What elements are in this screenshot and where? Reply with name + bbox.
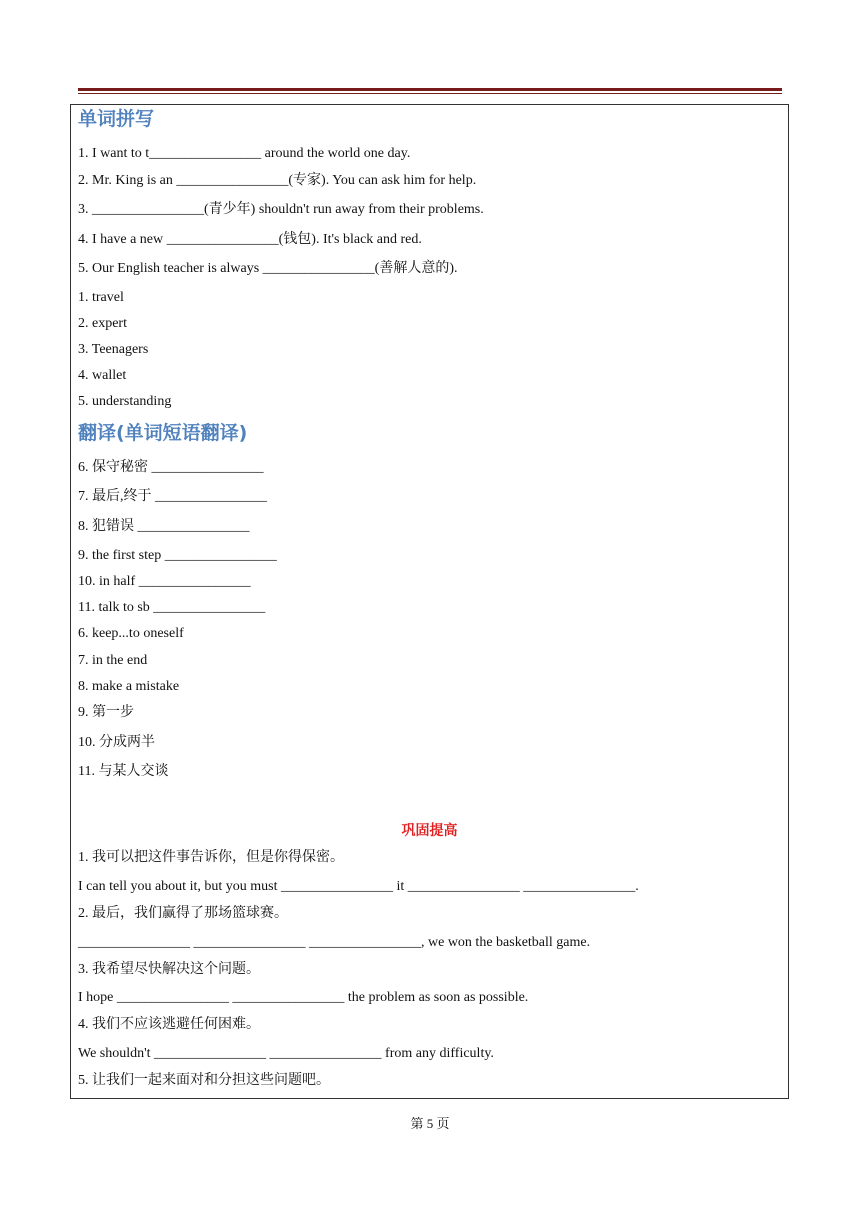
- consolidate-prompt-2: 2. 最后，我们赢得了那场篮球赛。: [78, 906, 288, 921]
- spelling-question-2: 2. Mr. King is an ________________(专家). You can ask him for help.: [78, 173, 477, 188]
- page-number: 第 5 页: [410, 1116, 450, 1131]
- spelling-answer-1: 1. travel: [78, 290, 124, 305]
- translation-answer-9: 9. 第一步: [78, 705, 134, 720]
- translation-question-6: 6. 保守秘密 ________________: [78, 460, 264, 475]
- translation-answer-6: 6. keep...to oneself: [78, 626, 184, 641]
- heading-spelling: 单词拼写: [78, 108, 155, 130]
- spelling-question-3: 3. ________________(青少年) shouldn't run away from their problems.: [78, 202, 484, 217]
- consolidate-sentence-3: I hope ________________ ________________ the problem as soon as possible.: [78, 990, 529, 1005]
- spelling-answer-5: 5. understanding: [78, 394, 172, 409]
- consolidate-prompt-5: 5. 让我们一起来面对和分担这些问题吧。: [78, 1073, 330, 1088]
- translation-answer-11: 11. 与某人交谈: [78, 764, 169, 779]
- spelling-answer-2: 2. expert: [78, 316, 127, 331]
- spelling-question-1: 1. I want to t________________ around the world one day.: [78, 146, 411, 161]
- header-rule-thin: [78, 93, 782, 94]
- translation-answer-8: 8. make a mistake: [78, 679, 180, 694]
- spelling-question-4: 4. I have a new ________________(钱包). It's black and red.: [78, 232, 422, 247]
- translation-question-8: 8. 犯错误 ________________: [78, 519, 250, 534]
- translation-question-7: 7. 最后,终于 ________________: [78, 489, 267, 504]
- consolidate-prompt-3: 3. 我希望尽快解决这个问题。: [78, 962, 260, 977]
- spelling-answer-4: 4. wallet: [78, 368, 127, 383]
- header-rule-thick: [78, 88, 782, 91]
- spelling-answer-3: 3. Teenagers: [78, 342, 149, 357]
- spelling-question-5: 5. Our English teacher is always ________________(善解人意的).: [78, 261, 458, 276]
- translation-question-9: 9. the first step ________________: [78, 548, 277, 563]
- consolidate-prompt-1: 1. 我可以把这件事告诉你，但是你得保密。: [78, 850, 344, 865]
- translation-answer-7: 7. in the end: [78, 653, 148, 668]
- translation-question-11: 11. talk to sb ________________: [78, 600, 266, 615]
- translation-question-10: 10. in half ________________: [78, 574, 251, 589]
- consolidate-prompt-4: 4. 我们不应该逃避任何困难。: [78, 1017, 260, 1032]
- translation-answer-10: 10. 分成两半: [78, 735, 155, 750]
- consolidate-sentence-2: ________________ ________________ ________________, we won the basketball game.: [78, 935, 591, 950]
- heading-translation: 翻译(单词短语翻译): [78, 422, 248, 444]
- consolidate-sentence-1: I can tell you about it, but you must ________________ it ________________ ________________.: [78, 879, 639, 894]
- consolidate-sentence-4: We shouldn't ________________ ________________ from any difficulty.: [78, 1046, 494, 1061]
- heading-consolidate: 巩固提高: [401, 823, 458, 839]
